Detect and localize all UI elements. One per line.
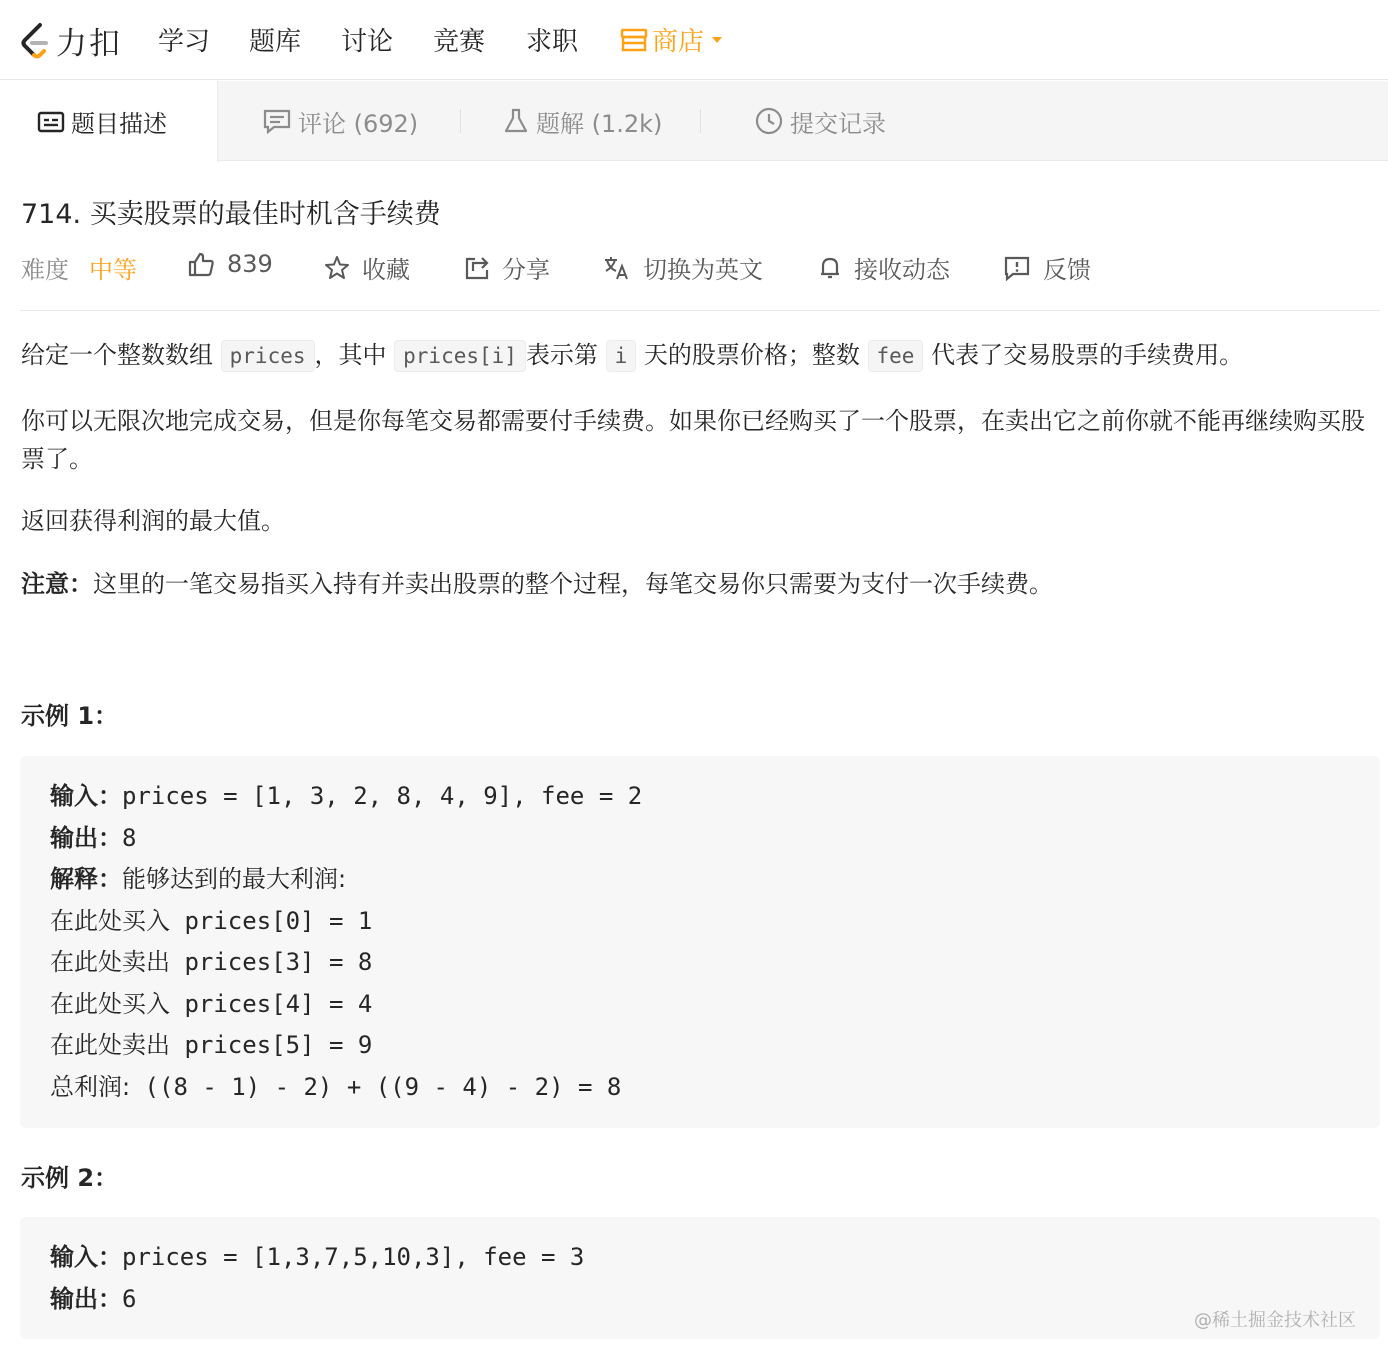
input-label: 输入： — [50, 782, 122, 810]
share-button[interactable] — [464, 250, 550, 285]
step-code: prices[3] = 8 — [170, 948, 373, 976]
text: 给定一个整数数组 — [21, 341, 213, 369]
inline-code: prices[i] — [394, 340, 526, 372]
nav-item-learn[interactable]: 学习 — [158, 27, 211, 57]
top-nav — [0, 0, 1388, 80]
favorite-label: 收藏 — [362, 256, 410, 284]
step-code: prices[5] = 9 — [170, 1031, 373, 1059]
comment-icon — [262, 108, 292, 134]
step-code: prices[0] = 1 — [170, 906, 373, 935]
example-2-input — [50, 1237, 1350, 1279]
example-1-step — [50, 984, 1350, 1026]
subscribe-label: 接收动态 — [854, 256, 950, 284]
example-1-step — [50, 942, 1350, 984]
nav-item-store[interactable] — [620, 21, 722, 58]
logo-text: 力扣 — [56, 26, 122, 62]
nav-item-jobs[interactable]: 求职 — [526, 27, 579, 57]
feedback-icon — [1003, 255, 1031, 281]
example-1-output — [50, 818, 1350, 860]
step-label: 在此处买入 — [50, 906, 170, 935]
store-icon — [620, 27, 648, 53]
total-code: ((8 - 1) - 2) + ((9 - 4) - 2) = 8 — [130, 1072, 622, 1101]
example-1-block — [20, 756, 1380, 1128]
difficulty-value: 中等 — [89, 256, 137, 284]
tab-submissions[interactable] — [754, 81, 886, 161]
description-paragraph-3: 返回获得利润的最大值。 — [21, 507, 285, 535]
text: 代表了交易股票的手续费用。 — [931, 341, 1244, 369]
nav-item-problems[interactable]: 题库 — [249, 27, 302, 57]
step-label: 在此处卖出 — [50, 1031, 170, 1059]
nav-item-contest[interactable]: 竞赛 — [433, 27, 486, 57]
switch-language-button[interactable] — [603, 250, 763, 285]
tab-solutions-label: 题解 (1.2k) — [536, 109, 663, 138]
problem-title: 714. 买卖股票的最佳时机含手续费 — [21, 199, 441, 230]
logo[interactable] — [18, 18, 122, 63]
inline-code: prices — [221, 340, 315, 372]
bell-icon — [818, 255, 842, 281]
step-label: 在此处买入 — [50, 989, 170, 1018]
inline-code: fee — [868, 340, 924, 372]
text: 表示第 — [525, 341, 598, 369]
description-icon — [37, 110, 65, 134]
example-1-title: 示例 1： — [21, 702, 119, 730]
example-2-block — [20, 1217, 1380, 1339]
text: ，其中 — [314, 341, 387, 369]
tab-divider — [460, 109, 461, 133]
example-1-explain — [50, 859, 1350, 901]
input-value: prices = [1,3,7,5,10,3], fee = 3 — [122, 1243, 585, 1271]
clock-icon — [754, 106, 784, 136]
difficulty-label: 难度 — [21, 256, 69, 284]
step-label: 在此处卖出 — [50, 948, 170, 976]
example-2-title: 示例 2： — [21, 1164, 119, 1192]
tab-submissions-label: 提交记录 — [790, 109, 886, 138]
input-label: 输入： — [50, 1243, 122, 1271]
header-divider — [20, 310, 1380, 311]
tab-description-label: 题目描述 — [71, 110, 167, 138]
favorite-button[interactable] — [324, 250, 410, 285]
leetcode-logo-icon — [18, 21, 52, 61]
translate-icon — [603, 255, 631, 281]
inline-code: i — [606, 340, 637, 372]
tab-description[interactable] — [0, 81, 218, 162]
share-label: 分享 — [502, 256, 550, 284]
note-text: 这里的一笔交易指买入持有并卖出股票的整个过程，每笔交易你只需要为支付一次手续费。 — [93, 570, 1053, 598]
like-button[interactable] — [187, 250, 273, 278]
example-1-total — [50, 1067, 1350, 1109]
description-paragraph-1 — [21, 336, 1381, 375]
feedback-button[interactable] — [1003, 250, 1091, 285]
explain-label: 解释： — [50, 865, 122, 893]
tab-comments[interactable] — [262, 81, 418, 161]
text: 天的股票价格；整数 — [643, 341, 860, 369]
star-icon — [324, 255, 350, 281]
total-label: 总利润: — [50, 1072, 131, 1101]
nav-item-discuss[interactable]: 讨论 — [341, 27, 394, 57]
tab-solutions[interactable] — [502, 81, 662, 161]
example-1-step — [50, 1025, 1350, 1067]
tab-divider — [700, 109, 701, 133]
example-2-output — [50, 1279, 1350, 1321]
output-value: 6 — [122, 1284, 137, 1313]
watermark: @稀土掘金技术社区 — [1194, 1310, 1356, 1331]
feedback-label: 反馈 — [1043, 256, 1091, 284]
like-count: 839 — [227, 250, 273, 278]
description-note — [21, 565, 1381, 603]
tab-bar — [0, 81, 1388, 161]
explain-text: 能够达到的最大利润: — [122, 865, 347, 893]
output-label: 输出： — [50, 823, 122, 852]
note-label: 注意： — [21, 570, 93, 598]
switch-language-label: 切换为英文 — [643, 256, 763, 284]
difficulty — [21, 250, 137, 285]
subscribe-button[interactable] — [818, 250, 950, 285]
flask-icon — [502, 107, 530, 135]
chevron-down-icon — [712, 37, 722, 43]
thumbs-up-icon — [187, 251, 215, 277]
example-1-step — [50, 901, 1350, 943]
step-code: prices[4] = 4 — [170, 989, 373, 1018]
share-icon — [464, 255, 490, 281]
output-label: 输出： — [50, 1284, 122, 1313]
tab-comments-label: 评论 (692) — [298, 109, 419, 138]
input-value: prices = [1, 3, 2, 8, 4, 9], fee = 2 — [122, 782, 643, 810]
store-label: 商店 — [652, 27, 705, 57]
output-value: 8 — [122, 823, 137, 852]
description-paragraph-2: 你可以无限次地完成交易，但是你每笔交易都需要付手续费。如果你已经购买了一个股票，在卖出它之前你就不能再继续购买股票了。 — [21, 407, 1365, 473]
example-1-input — [50, 776, 1350, 818]
